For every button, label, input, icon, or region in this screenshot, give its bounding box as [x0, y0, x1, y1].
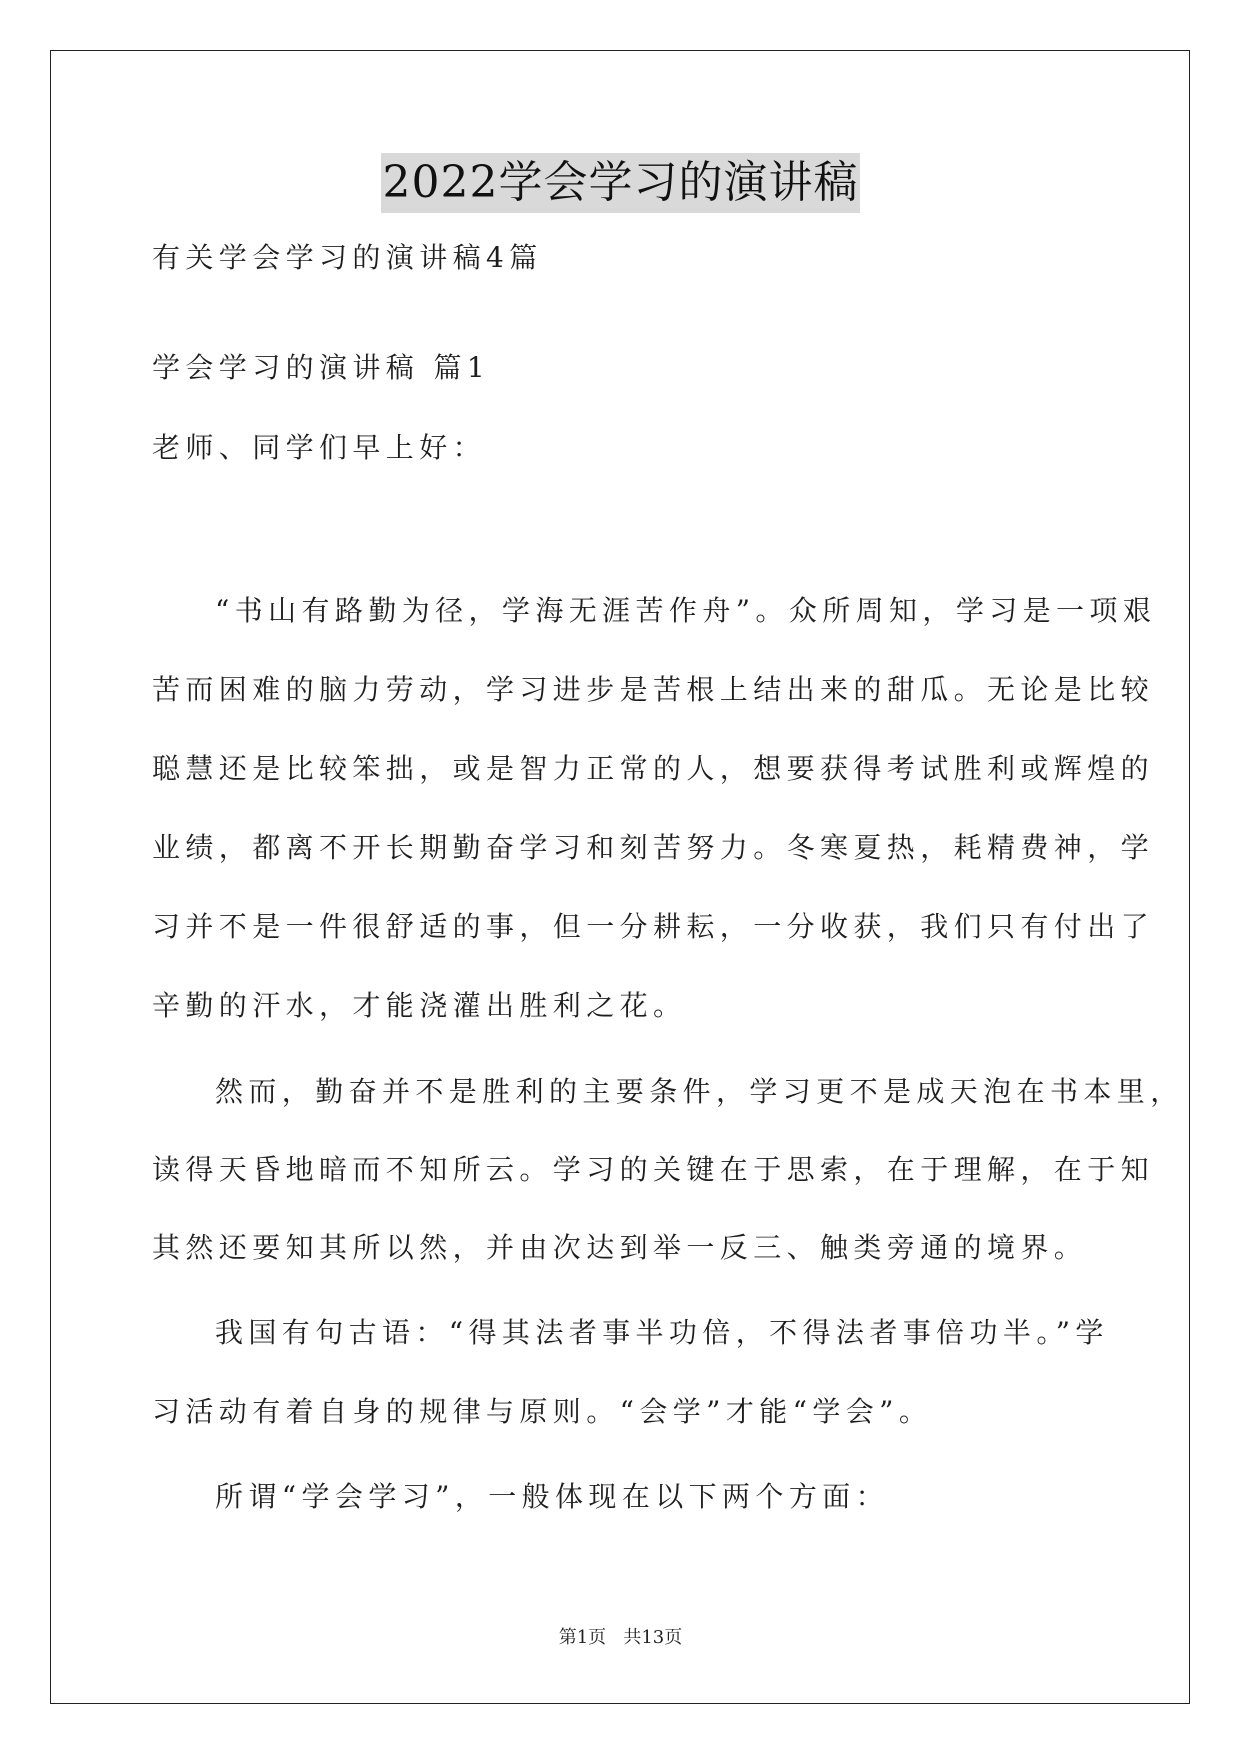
paragraph-line: 所谓“学会学习”，一般体现在以下两个方面：: [215, 1480, 890, 1513]
page-number: 第1页 共13页: [558, 1627, 683, 1648]
paragraph-line: 辛勤的汗水，才能浇灌出胜利之花。: [152, 989, 687, 1022]
paragraph-line: 其然还要知其所以然，并由次达到举一反三、触类旁通的境界。: [152, 1231, 1088, 1264]
paragraph-line: 然而，勤奋并不是胜利的主要条件，学习更不是成天泡在书本里，: [215, 1075, 1184, 1108]
section-title: 学会学习的演讲稿 篇1: [152, 351, 491, 384]
paragraph-line: 业绩，都离不开长期勤奋学习和刻苦努力。冬寒夏热，耗精费神，学: [152, 831, 1155, 864]
paragraph-line: 读得天昏地暗而不知所云。学习的关键在于思索，在于理解，在于知: [152, 1153, 1155, 1186]
paragraph-line: 我国有句古语：“得其法者事半功倍，不得法者事倍功半。”学: [215, 1316, 1109, 1349]
document-heading: 有关学会学习的演讲稿4篇: [152, 241, 543, 274]
document-title: 2022学会学习的演讲稿: [381, 153, 861, 213]
greeting: 老师、同学们早上好：: [152, 431, 487, 464]
paragraph-line: 习并不是一件很舒适的事，但一分耕耘，一分收获，我们只有付出了: [152, 910, 1155, 943]
paragraph-line: “书山有路勤为径，学海无涯苦作舟”。众所周知，学习是一项艰: [215, 594, 1157, 627]
paragraph-line: 习活动有着自身的规律与原则。“会学”才能“学会”。: [152, 1395, 933, 1428]
paragraph-line: 聪慧还是比较笨拙，或是智力正常的人，想要获得考试胜利或辉煌的: [152, 752, 1155, 785]
paragraph-line: 苦而困难的脑力劳动，学习进步是苦根上结出来的甜瓜。无论是比较: [152, 673, 1155, 706]
title-container: [0, 153, 1241, 213]
page-border: [50, 50, 1190, 1704]
